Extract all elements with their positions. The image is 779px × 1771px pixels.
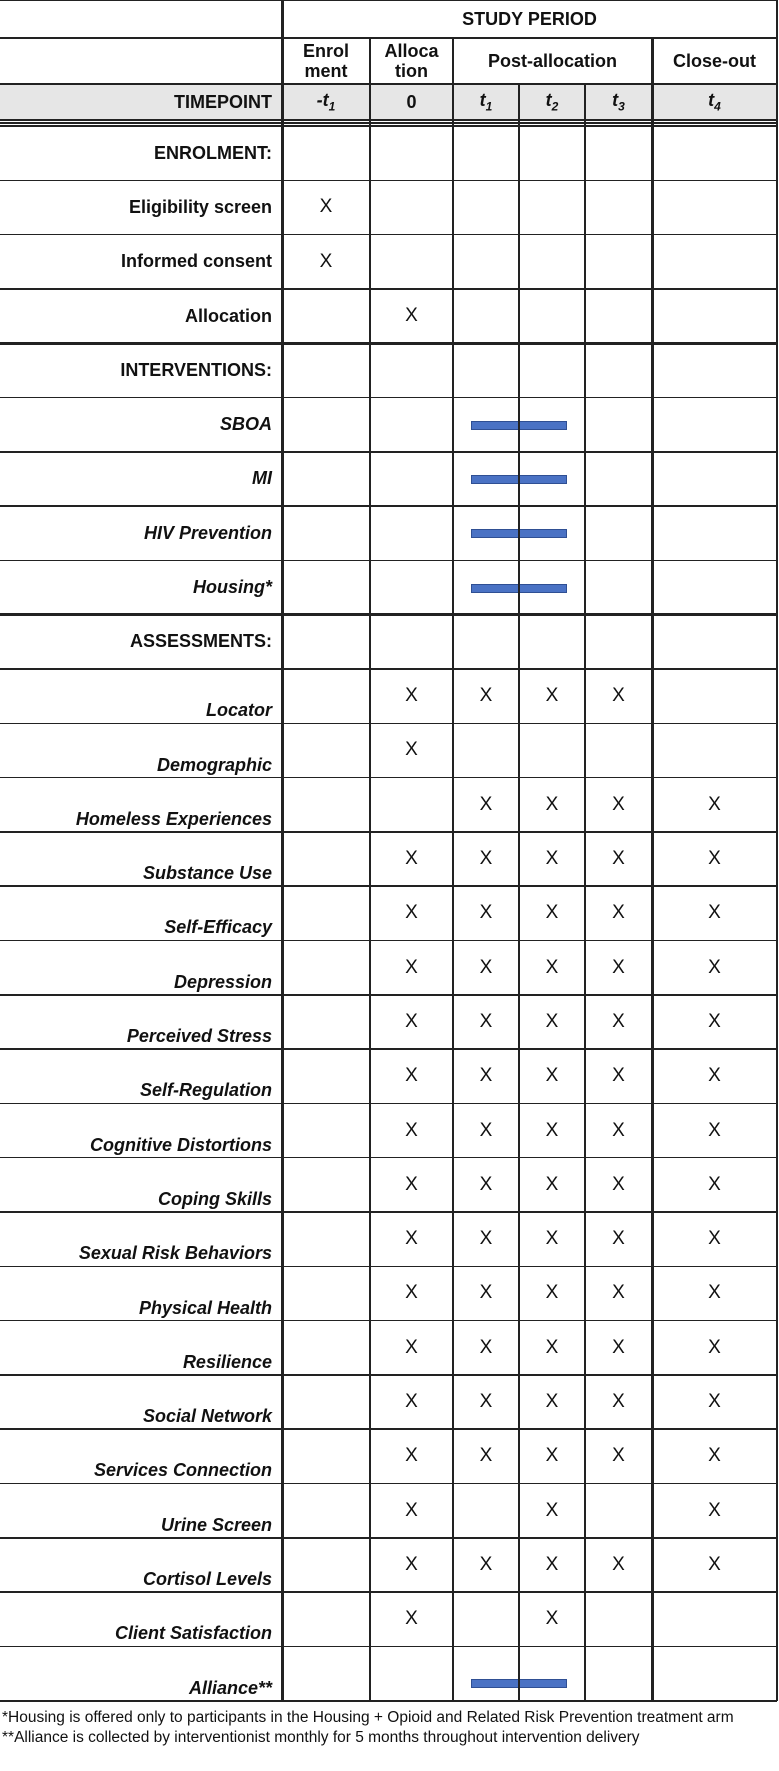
mark-depression-col4: X bbox=[612, 956, 625, 978]
grid-line bbox=[0, 1374, 777, 1376]
mark-resilience-col4: X bbox=[612, 1336, 625, 1358]
mark-depression-col1: X bbox=[405, 956, 418, 978]
mark-urine-screen-col3: X bbox=[545, 1499, 559, 1521]
timepoint-3: $t_2$ bbox=[519, 84, 585, 120]
mark-social-network-col2: X bbox=[479, 1391, 493, 1413]
mark-locator-col1: X bbox=[405, 685, 418, 707]
row-label-homeless-experiences: Homeless Experiences bbox=[75, 808, 272, 829]
phase-header-alloca-tion: Alloca tion bbox=[384, 41, 439, 81]
row-label-self-efficacy: Self-Efficacy bbox=[164, 917, 272, 938]
mark-homeless-experiences-col5: X bbox=[708, 793, 721, 815]
grid-line bbox=[0, 885, 777, 887]
grid-line bbox=[0, 940, 777, 942]
grid-line bbox=[0, 1483, 777, 1485]
row-label-social-network: Social Network bbox=[142, 1406, 272, 1427]
mark-locator-col2: X bbox=[479, 685, 493, 707]
mark-self-efficacy-col2: X bbox=[479, 902, 493, 924]
grid-line bbox=[0, 613, 777, 616]
timepoint-4: $t_3$ bbox=[585, 84, 652, 120]
mark-services-connection-col4: X bbox=[612, 1445, 625, 1467]
mark-urine-screen-col5: X bbox=[708, 1499, 721, 1521]
mark-coping-skills-col1: X bbox=[405, 1173, 418, 1195]
mark-substance-use-col2: X bbox=[479, 848, 493, 870]
grid-line bbox=[0, 777, 777, 779]
grid-line bbox=[0, 234, 777, 236]
grid-line bbox=[0, 342, 777, 345]
mark-perceived-stress-col3: X bbox=[545, 1010, 559, 1032]
section-title-interventions: INTERVENTIONS: bbox=[120, 359, 272, 380]
mark-perceived-stress-col4: X bbox=[612, 1010, 625, 1032]
mark-self-efficacy-col3: X bbox=[545, 902, 559, 924]
row-label-mi: MI bbox=[252, 468, 272, 489]
footnote-housing: *Housing is offered only to participants in the Housing + Opioid and Related Risk Prevention treatment arm bbox=[2, 1709, 734, 1726]
grid-line bbox=[0, 397, 777, 399]
mark-physical-health-col3: X bbox=[545, 1282, 559, 1304]
grid-line bbox=[0, 1537, 777, 1539]
row-label-hiv-prevention: HIV Prevention bbox=[143, 522, 272, 543]
grid-line bbox=[0, 560, 777, 562]
mark-sexual-risk-behaviors-col5: X bbox=[708, 1228, 721, 1250]
grid-line bbox=[0, 37, 777, 39]
row-label-sboa: SBOA bbox=[219, 414, 272, 435]
grid-line bbox=[281, 0, 284, 1701]
grid-line bbox=[0, 1646, 777, 1648]
row-label-demographic: Demographic bbox=[156, 754, 272, 775]
mark-substance-use-col5: X bbox=[708, 848, 721, 870]
row-label-cortisol-levels: Cortisol Levels bbox=[142, 1569, 272, 1590]
grid-line bbox=[369, 38, 371, 1701]
mark-urine-screen-col1: X bbox=[405, 1499, 418, 1521]
row-label-allocation: Allocation bbox=[184, 305, 272, 326]
mark-self-efficacy-col4: X bbox=[612, 902, 625, 924]
mark-resilience-col3: X bbox=[545, 1336, 559, 1358]
section-title-assessments: ASSESSMENTS: bbox=[129, 631, 272, 652]
mark-client-satisfaction-col1: X bbox=[405, 1608, 418, 1630]
mark-depression-col2: X bbox=[479, 956, 493, 978]
mark-coping-skills-col4: X bbox=[612, 1173, 625, 1195]
row-label-locator: Locator bbox=[205, 700, 272, 721]
mark-self-efficacy-col5: X bbox=[708, 902, 721, 924]
mark-cognitive-distortions-col3: X bbox=[545, 1119, 559, 1141]
mark-physical-health-col4: X bbox=[612, 1282, 625, 1304]
section-title-enrolment: ENROLMENT: bbox=[154, 142, 272, 163]
mark-services-connection-col3: X bbox=[545, 1445, 559, 1467]
mark-social-network-col4: X bbox=[612, 1391, 625, 1413]
mark-physical-health-col1: X bbox=[405, 1282, 418, 1304]
grid-line bbox=[0, 122, 777, 124]
row-label-substance-use: Substance Use bbox=[142, 863, 272, 884]
mark-self-regulation-col5: X bbox=[708, 1065, 721, 1087]
row-label-physical-health: Physical Health bbox=[138, 1297, 272, 1318]
row-label-coping-skills: Coping Skills bbox=[157, 1188, 272, 1209]
footnotes bbox=[2, 1708, 777, 1748]
grid-line bbox=[0, 83, 777, 85]
mark-coping-skills-col2: X bbox=[479, 1173, 493, 1195]
mark-substance-use-col1: X bbox=[405, 848, 418, 870]
mark-physical-health-col5: X bbox=[708, 1282, 721, 1304]
grid-line bbox=[0, 831, 777, 833]
mark-cognitive-distortions-col5: X bbox=[708, 1119, 721, 1141]
grid-line bbox=[0, 1211, 777, 1213]
mark-cortisol-levels-col4: X bbox=[612, 1553, 625, 1575]
grid-line bbox=[0, 994, 777, 996]
mark-resilience-col2: X bbox=[479, 1336, 493, 1358]
mark-cortisol-levels-col3: X bbox=[545, 1553, 559, 1575]
phase-header-enrol-ment: Enrol ment bbox=[302, 41, 349, 81]
mark-perceived-stress-col1: X bbox=[405, 1010, 418, 1032]
mark-cognitive-distortions-col4: X bbox=[612, 1119, 625, 1141]
mark-cortisol-levels-col2: X bbox=[479, 1553, 493, 1575]
phase-header-post-allocation: Post-allocation bbox=[487, 51, 617, 71]
row-label-eligibility-screen: Eligibility screen bbox=[128, 196, 272, 217]
mark-social-network-col5: X bbox=[708, 1391, 721, 1413]
mark-self-regulation-col4: X bbox=[612, 1065, 625, 1087]
grid-line bbox=[0, 1103, 777, 1105]
mark-resilience-col1: X bbox=[405, 1336, 418, 1358]
grid-line bbox=[0, 180, 777, 182]
mark-homeless-experiences-col3: X bbox=[545, 793, 559, 815]
grid-line bbox=[0, 119, 777, 121]
mark-eligibility-screen-col0: X bbox=[319, 196, 333, 218]
timepoint-1: 0 bbox=[370, 84, 453, 120]
grid-line bbox=[0, 1048, 777, 1050]
mark-social-network-col1: X bbox=[405, 1391, 418, 1413]
mark-sexual-risk-behaviors-col1: X bbox=[405, 1228, 418, 1250]
mark-social-network-col3: X bbox=[545, 1391, 559, 1413]
mark-cortisol-levels-col1: X bbox=[405, 1553, 418, 1575]
mark-cognitive-distortions-col1: X bbox=[405, 1119, 418, 1141]
timepoint-5: $t_4$ bbox=[652, 84, 777, 120]
mark-coping-skills-col3: X bbox=[545, 1173, 559, 1195]
mark-sexual-risk-behaviors-col4: X bbox=[612, 1228, 625, 1250]
grid-line bbox=[0, 1266, 777, 1268]
mark-physical-health-col2: X bbox=[479, 1282, 493, 1304]
row-label-self-regulation: Self-Regulation bbox=[139, 1080, 272, 1101]
mark-services-connection-col2: X bbox=[479, 1445, 493, 1467]
mark-perceived-stress-col5: X bbox=[708, 1010, 721, 1032]
mark-locator-col3: X bbox=[545, 685, 559, 707]
mark-self-regulation-col3: X bbox=[545, 1065, 559, 1087]
mark-homeless-experiences-col2: X bbox=[479, 793, 493, 815]
timepoint-label: TIMEPOINT bbox=[0, 84, 282, 120]
phase-header-close-out: Close-out bbox=[673, 51, 756, 71]
mark-informed-consent-col0: X bbox=[319, 250, 333, 272]
row-label-cognitive-distortions: Cognitive Distortions bbox=[89, 1134, 272, 1155]
grid-line bbox=[0, 668, 777, 670]
grid-line bbox=[0, 1157, 777, 1159]
grid-line bbox=[518, 84, 520, 1701]
mark-self-regulation-col1: X bbox=[405, 1065, 418, 1087]
mark-locator-col4: X bbox=[612, 685, 625, 707]
mark-sexual-risk-behaviors-col3: X bbox=[545, 1228, 559, 1250]
grid-line bbox=[776, 0, 778, 1701]
mark-depression-col3: X bbox=[545, 956, 559, 978]
grid-line bbox=[0, 505, 777, 507]
grid-line bbox=[0, 1320, 777, 1322]
grid-line bbox=[0, 1428, 777, 1430]
mark-homeless-experiences-col4: X bbox=[612, 793, 625, 815]
mark-self-regulation-col2: X bbox=[479, 1065, 493, 1087]
grid-line bbox=[452, 38, 454, 1701]
row-label-depression: Depression bbox=[173, 971, 272, 992]
grid-line bbox=[0, 0, 777, 1]
row-label-sexual-risk-behaviors: Sexual Risk Behaviors bbox=[78, 1243, 272, 1264]
grid-line bbox=[651, 38, 654, 1701]
grid-line bbox=[0, 125, 777, 127]
grid-line bbox=[0, 723, 777, 725]
row-label-perceived-stress: Perceived Stress bbox=[126, 1026, 272, 1047]
mark-services-connection-col1: X bbox=[405, 1445, 418, 1467]
mark-cognitive-distortions-col2: X bbox=[479, 1119, 493, 1141]
row-label-urine-screen: Urine Screen bbox=[160, 1514, 272, 1535]
mark-sexual-risk-behaviors-col2: X bbox=[479, 1228, 493, 1250]
mark-self-efficacy-col1: X bbox=[405, 902, 418, 924]
grid-line bbox=[0, 1591, 777, 1593]
footnote-alliance: **Alliance is collected by interventionist monthly for 5 months throughout intervention delivery bbox=[2, 1729, 640, 1746]
row-label-resilience: Resilience bbox=[182, 1351, 272, 1372]
grid-line bbox=[0, 1700, 777, 1702]
mark-substance-use-col3: X bbox=[545, 848, 559, 870]
mark-allocation-col1: X bbox=[405, 305, 418, 327]
grid-line bbox=[584, 84, 586, 1701]
grid-line bbox=[0, 451, 777, 453]
mark-perceived-stress-col2: X bbox=[479, 1010, 493, 1032]
row-label-alliance: Alliance** bbox=[188, 1677, 272, 1698]
timepoint-2: $t_1$ bbox=[453, 84, 519, 120]
row-label-informed-consent: Informed consent bbox=[120, 251, 272, 272]
row-label-services-connection: Services Connection bbox=[93, 1460, 272, 1481]
mark-coping-skills-col5: X bbox=[708, 1173, 721, 1195]
timepoint-0: $-t_1$ bbox=[282, 84, 370, 120]
mark-resilience-col5: X bbox=[708, 1336, 721, 1358]
row-label-client-satisfaction: Client Satisfaction bbox=[114, 1623, 272, 1644]
mark-client-satisfaction-col3: X bbox=[545, 1608, 559, 1630]
mark-substance-use-col4: X bbox=[612, 848, 625, 870]
mark-depression-col5: X bbox=[708, 956, 721, 978]
row-label-housing: Housing* bbox=[193, 577, 272, 598]
mark-demographic-col1: X bbox=[405, 739, 418, 761]
mark-services-connection-col5: X bbox=[708, 1445, 721, 1467]
study-period-heading: STUDY PERIOD bbox=[462, 9, 597, 29]
mark-cortisol-levels-col5: X bbox=[708, 1553, 721, 1575]
grid-line bbox=[0, 288, 777, 290]
